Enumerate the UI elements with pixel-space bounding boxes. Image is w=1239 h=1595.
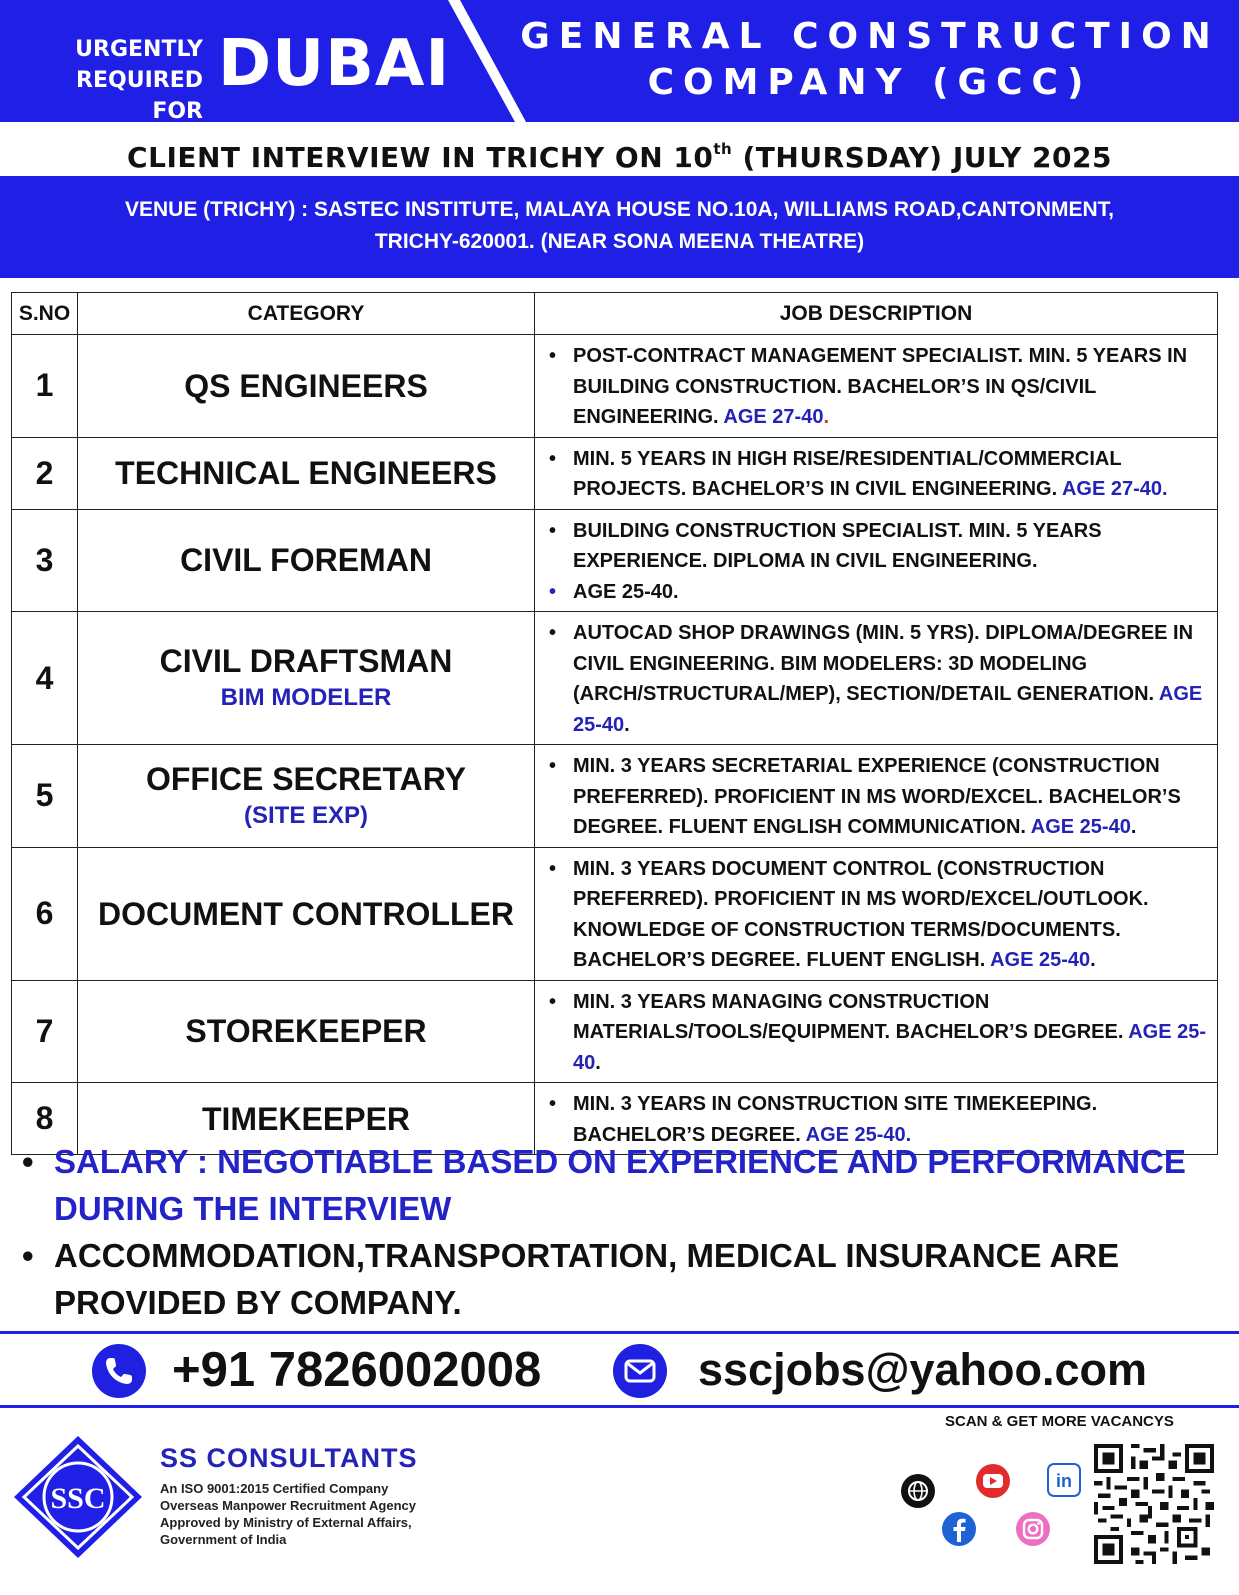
list-item: • MIN. 3 YEARS SECRETARIAL EXPERIENCE (CONSTRUCTION PREFERRED). PROFICIENT IN MS WORD/EXCEL. BACHELOR’S DEGREE. FLUENT ENGLISH COMMUNICATION. AGE 25-40. — [547, 751, 1213, 843]
table-row — [12, 437, 1218, 509]
instagram-icon[interactable] — [1014, 1510, 1052, 1548]
list-item: • MIN. 5 YEARS IN HIGH RISE/RESIDENTIAL/COMMERCIAL PROJECTS. BACHELOR’S IN CIVIL ENGINEERING. AGE 27-40. — [547, 444, 1213, 505]
email-link[interactable]: sscjobs@yahoo.com — [698, 1344, 1148, 1395]
list-item-age: • AGE 25-40. — [547, 577, 1213, 608]
header-job-description: JOB DESCRIPTION — [535, 293, 1218, 335]
urgent-line-1: URGENTLY — [75, 37, 203, 62]
benefits-note: • ACCOMMODATION,TRANSPORTATION, MEDICAL INSURANCE ARE PROVIDED BY COMPANY. — [22, 1232, 1222, 1326]
company-line-2: COMPANY (GCC) — [647, 62, 1093, 103]
row-category: STOREKEEPER — [78, 980, 535, 1083]
notes-list — [22, 1138, 1222, 1326]
row-category — [78, 612, 535, 745]
row-description — [535, 745, 1218, 848]
urgently-required-label — [18, 34, 203, 127]
iso-line: An ISO 9001:2015 Certified Company — [160, 1481, 389, 1496]
age-range: AGE 25-40 — [573, 683, 1203, 736]
table-row — [12, 509, 1218, 612]
salary-note: • SALARY : NEGOTIABLE BASED ON EXPERIENCE AND PERFORMANCE DURING THE INTERVIEW — [22, 1138, 1222, 1232]
row-sno: 6 — [12, 847, 78, 980]
phone-number-link[interactable]: +91 7826002008 — [172, 1343, 542, 1397]
age-range: AGE 25-40. — [805, 1123, 912, 1146]
list-item: • MIN. 3 YEARS MANAGING CONSTRUCTION MATERIALS/TOOLS/EQUIPMENT. BACHELOR’S DEGREE. AGE 25-40. — [547, 987, 1213, 1079]
city-title: DUBAI — [218, 27, 451, 101]
mail-icon — [613, 1344, 667, 1398]
agency-line: Overseas Manpower Recruitment Agency — [160, 1498, 416, 1513]
scan-label: SCAN & GET MORE VACANCYS — [945, 1413, 1174, 1430]
category-subtitle: BIM MODELER — [220, 684, 392, 711]
list-item: • BUILDING CONSTRUCTION SPECIALIST. MIN. 5 YEARS EXPERIENCE. DIPLOMA IN CIVIL ENGINEERING. — [547, 516, 1213, 577]
row-sno: 7 — [12, 980, 78, 1083]
qr-code[interactable] — [1094, 1444, 1214, 1564]
logo-text: SSC — [50, 1482, 106, 1515]
row-category: TECHNICAL ENGINEERS — [78, 437, 535, 509]
row-sno: 5 — [12, 745, 78, 848]
row-sno: 8 — [12, 1083, 78, 1155]
list-item: • AUTOCAD SHOP DRAWINGS (MIN. 5 YRS). DIPLOMA/DEGREE IN CIVIL ENGINEERING. BIM MODELERS: 3D MODELING (ARCH/STRUCTURAL/MEP), SECTION/DETAIL GENERATION. AGE 25-40. — [547, 618, 1213, 740]
divider-bottom — [0, 1405, 1239, 1408]
table-row — [12, 745, 1218, 848]
government-line: Government of India — [160, 1532, 287, 1547]
row-description — [535, 509, 1218, 612]
header-category: CATEGORY — [78, 293, 535, 335]
row-description — [535, 437, 1218, 509]
header-sno: S.NO — [12, 293, 78, 335]
table-row — [12, 980, 1218, 1083]
row-sno: 2 — [12, 437, 78, 509]
venue-line-2: TRICHY-620001. (NEAR SONA MEENA THEATRE) — [374, 230, 865, 253]
age-range: AGE 25-40 — [1030, 816, 1131, 838]
row-category: CIVIL FOREMAN — [78, 509, 535, 612]
row-description — [535, 335, 1218, 438]
ordinal-suffix: th — [713, 140, 733, 158]
phone-icon — [92, 1344, 146, 1398]
list-item: • MIN. 3 YEARS DOCUMENT CONTROL (CONSTRUCTION PREFERRED). PROFICIENT IN MS WORD/EXCEL/OUTLOOK. KNOWLEDGE OF CONSTRUCTION TERMS/DOCUMENTS. BACHELOR’S DEGREE. FLUENT ENGLISH. AGE 25-40. — [547, 854, 1213, 976]
linkedin-icon[interactable] — [1046, 1462, 1082, 1498]
age-range: AGE 25-40 — [573, 1021, 1207, 1074]
table-row — [12, 612, 1218, 745]
age-range: AGE 27-40 — [723, 406, 824, 428]
row-description — [535, 847, 1218, 980]
divider-top — [0, 1331, 1239, 1334]
category-title: OFFICE SECRETARY — [145, 760, 466, 797]
globe-icon[interactable] — [899, 1472, 937, 1510]
category-title: CIVIL DRAFTSMAN — [159, 643, 453, 679]
list-item: • POST-CONTRACT MANAGEMENT SPECIALIST. MIN. 5 YEARS IN BUILDING CONSTRUCTION. BACHELOR’S IN QS/CIVIL ENGINEERING. AGE 27-40. — [547, 341, 1213, 433]
age-range: AGE 25-40 — [990, 949, 1091, 971]
row-category — [78, 745, 535, 848]
ssc-logo — [8, 1432, 148, 1562]
row-description — [535, 612, 1218, 745]
approval-line: Approved by Ministry of External Affairs, — [160, 1515, 412, 1530]
row-category: DOCUMENT CONTROLLER — [78, 847, 535, 980]
row-sno: 1 — [12, 335, 78, 438]
header-banner — [0, 0, 1239, 122]
row-category: QS ENGINEERS — [78, 335, 535, 438]
list-item: • MIN. 3 YEARS IN CONSTRUCTION SITE TIMEKEEPING. BACHELOR’S DEGREE. AGE 25-40. — [547, 1089, 1213, 1150]
interview-day-text: (THURSDAY) JULY 2025 — [732, 141, 1112, 174]
row-description — [535, 980, 1218, 1083]
row-sno: 3 — [12, 509, 78, 612]
linkedin-text: in — [1056, 1471, 1072, 1491]
age-range: AGE 27-40. — [1061, 478, 1168, 500]
venue-line-1: VENUE (TRICHY) : SASTEC INSTITUTE, MALAYA HOUSE NO.10A, WILLIAMS ROAD,CANTONMENT, — [125, 198, 1114, 221]
row-category: TIMEKEEPER — [78, 1083, 535, 1155]
jobs-table — [11, 292, 1218, 1155]
category-subtitle: (SITE EXP) — [243, 801, 369, 829]
table-header-row — [12, 293, 1218, 335]
company-title — [520, 14, 1220, 106]
row-sno: 4 — [12, 612, 78, 745]
interview-text: CLIENT INTERVIEW IN TRICHY ON 10 — [127, 141, 714, 174]
company-line-1: GENERAL CONSTRUCTION — [520, 16, 1220, 57]
consultant-name: SS CONSULTANTS — [160, 1443, 418, 1473]
youtube-icon[interactable] — [974, 1462, 1012, 1500]
facebook-icon[interactable] — [940, 1510, 978, 1548]
table-row — [12, 847, 1218, 980]
urgent-line-2: REQUIRED FOR — [76, 68, 203, 124]
table-row — [12, 335, 1218, 438]
interview-date-heading — [0, 124, 1239, 176]
venue-banner — [0, 176, 1239, 278]
